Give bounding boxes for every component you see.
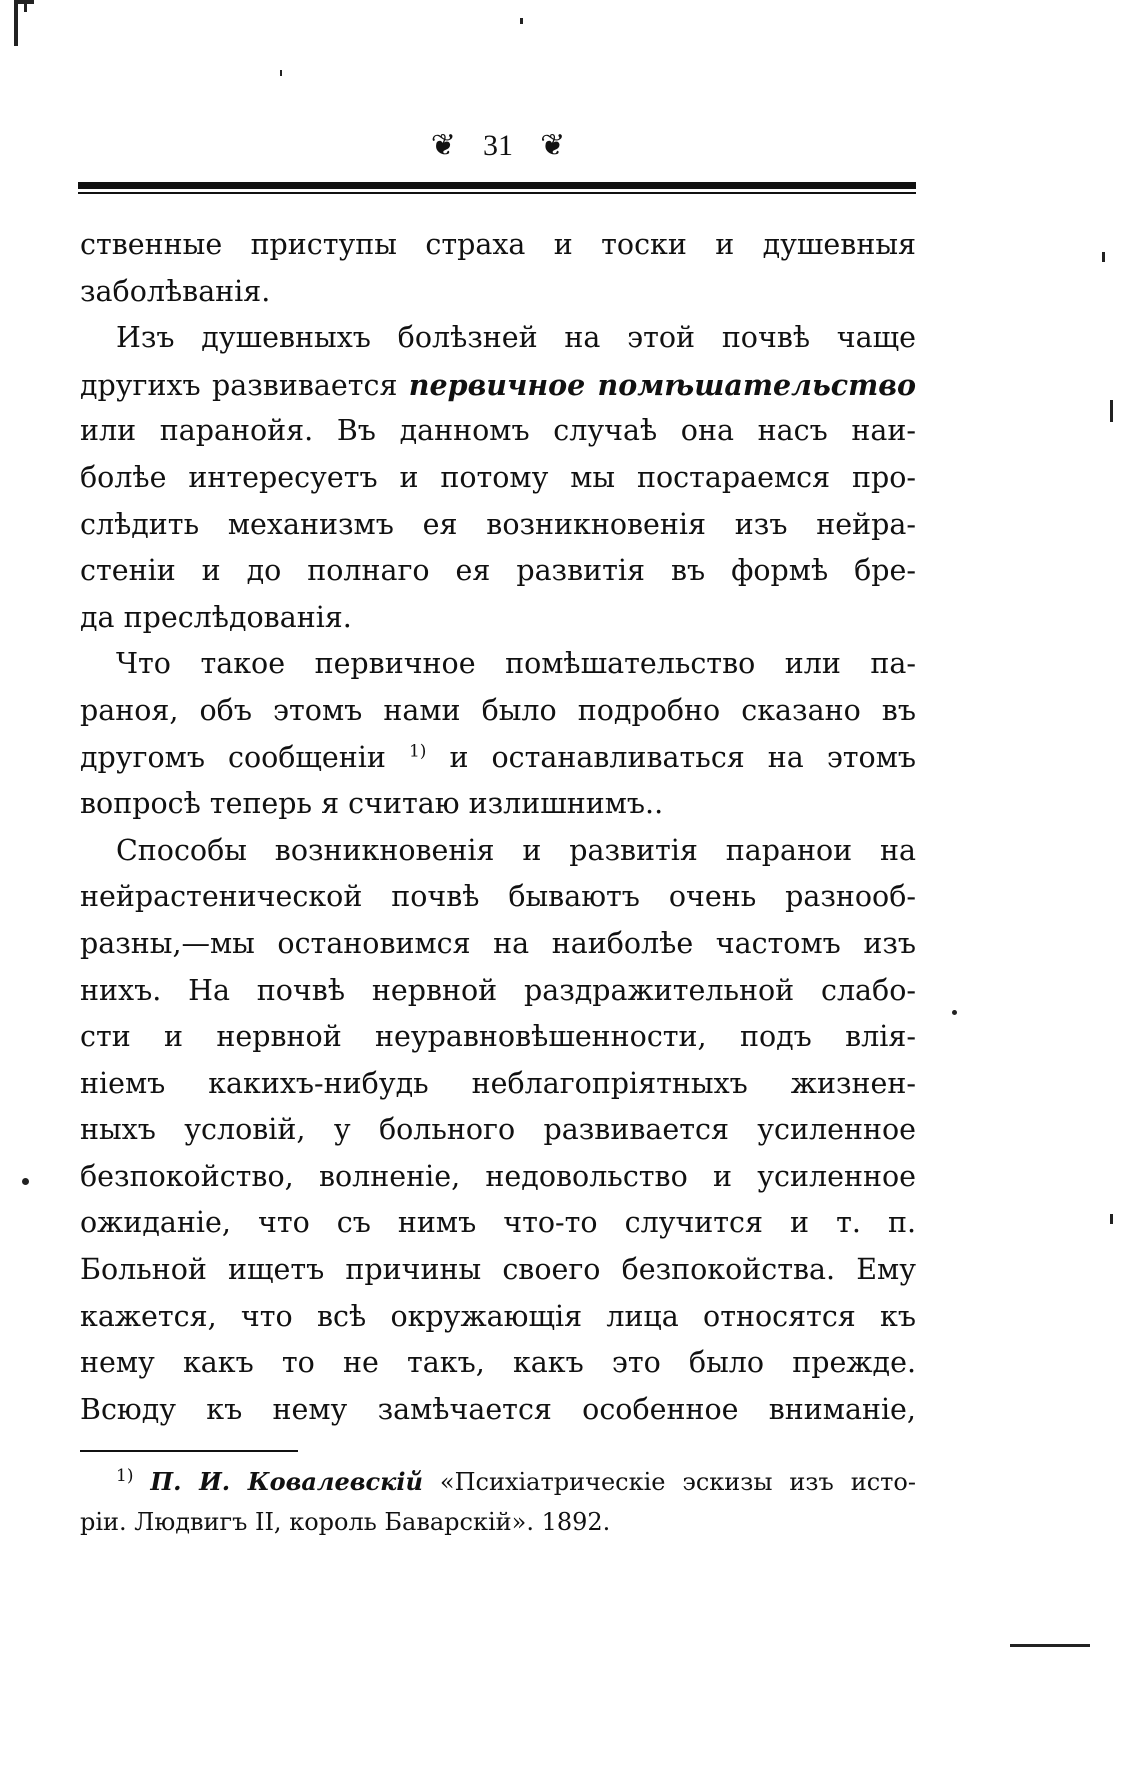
text-line: ственные приступы страха и тоски и душевныя: [80, 228, 916, 261]
footnote-rule: [80, 1450, 298, 1452]
text-line: слѣдить механизмъ ея возникновенія изъ нейра-: [80, 507, 916, 541]
text-line: Изъ душевныхъ болѣзней на этой почвѣ чаще: [116, 321, 916, 355]
text-line: заболѣванія.: [80, 274, 271, 308]
text-line: ожиданіе, что съ нимъ что-то случится и т. п.: [80, 1206, 916, 1240]
text-line: нему какъ то не такъ, какъ это было прежде.: [80, 1346, 916, 1380]
scan-speck: [520, 18, 523, 24]
text-line: кажется, что всѣ окружающія лица относятся къ: [80, 1299, 916, 1333]
footnote-author: П. И. Ковалевскій: [150, 1467, 423, 1496]
scan-speck: [1110, 400, 1113, 422]
running-header: [80, 128, 916, 168]
footnote-reference: 1): [408, 741, 427, 762]
scan-speck: [1102, 252, 1105, 262]
text-fragment: другомъ сообщеніи: [80, 740, 386, 774]
body-text: [80, 222, 916, 1433]
text-line: ніемъ какихъ-нибудь неблагопріятныхъ жизнен-: [80, 1066, 916, 1100]
text-line: да преслѣдованія.: [80, 600, 352, 634]
text-line: болѣе интересуетъ и потому мы постараемся про-: [80, 460, 916, 494]
text-line: ныхъ условій, у больного развивается усиленное: [80, 1113, 916, 1147]
text-line: нихъ. На почвѣ нервной раздражительной слабо-: [80, 973, 916, 1007]
footnote-marker: 1): [116, 1466, 134, 1486]
text-line: или паранойя. Въ данномъ случаѣ она насъ наи-: [80, 414, 916, 448]
footnote: [80, 1462, 916, 1542]
text-line: безпокойство, волненіе, недовольство и усиленное: [80, 1159, 916, 1193]
ornament-right-icon: ❦: [540, 128, 566, 163]
text-line: сти и нервной неуравновѣшенности, подъ влія-: [80, 1020, 916, 1054]
text-fragment: и останавливаться на этомъ: [449, 740, 917, 774]
scan-speck: [1110, 1214, 1113, 1224]
text-line: нейрастенической почвѣ бываютъ очень разнооб-: [80, 880, 916, 914]
footnote-line: ріи. Людвигъ II, король Баварскій». 1892.: [80, 1508, 611, 1536]
text-line: раноя, объ этомъ нами было подробно сказано въ: [80, 693, 916, 727]
header-rule-thin: [78, 192, 916, 194]
text-line: [80, 362, 916, 409]
page-number: 31: [483, 128, 513, 162]
text-line: разны,—мы остановимся на наиболѣе частомъ изъ: [80, 926, 916, 960]
ornament-left-icon: ❦: [430, 128, 456, 163]
scan-speck: [22, 1178, 29, 1185]
scan-speck: [280, 70, 282, 76]
text-line: Больной ищетъ причины своего безпокойства. Ему: [80, 1253, 916, 1287]
text-line: Что такое первичное помѣшательство или па-: [116, 647, 916, 681]
footnote-text: «Психіатрическіе эскизы изъ исто-: [439, 1468, 916, 1496]
emphasis-term: первичное помѣшательство: [408, 367, 917, 402]
footnote-line: [80, 1462, 916, 1502]
text-fragment: другихъ развивается: [80, 368, 398, 402]
text-line: Способы возникновенія и развитія паранои на: [116, 833, 916, 867]
corner-scan-mark: [10, 0, 36, 46]
text-line: Всюду къ нему замѣчается особенное вниманіе,: [80, 1392, 916, 1426]
text-line: [80, 735, 916, 782]
text-line: стеніи и до полнаго ея развитія въ формѣ бре-: [80, 554, 916, 588]
text-line: вопросѣ теперь я считаю излишнимъ..: [80, 787, 664, 821]
scan-speck: [952, 1010, 957, 1015]
header-rule: [78, 182, 916, 189]
scan-margin-dash: [1010, 1644, 1090, 1647]
